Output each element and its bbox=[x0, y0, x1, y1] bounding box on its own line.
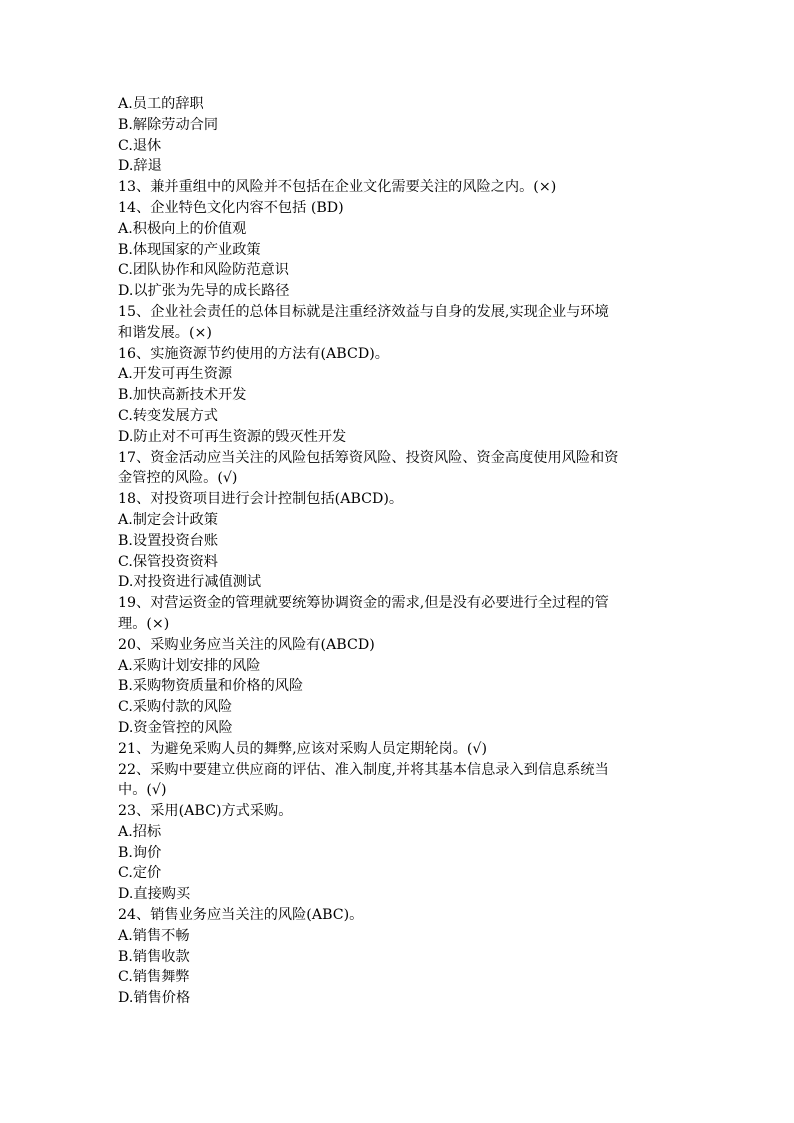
option-line: B.询价 bbox=[118, 844, 162, 861]
option-line: D.销售价格 bbox=[118, 990, 191, 1007]
option-line: B.体现国家的产业政策 bbox=[118, 241, 261, 258]
option-line: A.招标 bbox=[118, 823, 162, 840]
option-line: B.加快高新技术开发 bbox=[118, 387, 247, 404]
question-23: 23、采用(ABC)方式采购。 bbox=[118, 803, 293, 820]
option-line: A.积极向上的价值观 bbox=[118, 220, 247, 237]
question-21: 21、为避免采购人员的舞弊,应该对采购人员定期轮岗。(√) bbox=[118, 740, 487, 757]
question-18: 18、对投资项目进行会计控制包括(ABCD)。 bbox=[118, 491, 404, 508]
option-line: D.辞退 bbox=[118, 158, 162, 175]
option-line: D.以扩张为先导的成长路径 bbox=[118, 283, 290, 300]
question-15: 15、企业社会责任的总体目标就是注重经济效益与自身的发展,实现企业与环境 bbox=[118, 303, 609, 320]
question-17-continued: 金管控的风险。(√) bbox=[118, 470, 238, 487]
option-line: A.采购计划安排的风险 bbox=[118, 657, 261, 674]
option-line: A.开发可再生资源 bbox=[118, 366, 233, 383]
option-line: C.退休 bbox=[118, 137, 162, 154]
question-14: 14、企业特色文化内容不包括 (BD) bbox=[118, 199, 344, 216]
option-line: C.定价 bbox=[118, 865, 162, 882]
option-line: B.设置投资台账 bbox=[118, 532, 219, 549]
option-line: C.采购付款的风险 bbox=[118, 699, 233, 716]
option-line: C.转变发展方式 bbox=[118, 407, 218, 424]
question-16: 16、实施资源节约使用的方法有(ABCD)。 bbox=[118, 345, 389, 362]
option-line: D.资金管控的风险 bbox=[118, 719, 233, 736]
question-19-continued: 理。(×) bbox=[118, 615, 170, 632]
option-line: B.采购物资质量和价格的风险 bbox=[118, 678, 304, 695]
question-13: 13、兼并重组中的风险并不包括在企业文化需要关注的风险之内。(×) bbox=[118, 179, 557, 196]
question-22-continued: 中。(√) bbox=[118, 782, 167, 799]
option-line: B.销售收款 bbox=[118, 948, 190, 965]
option-line: D.直接购买 bbox=[118, 886, 191, 903]
option-line: C.团队协作和风险防范意识 bbox=[118, 262, 289, 279]
question-17: 17、资金活动应当关注的风险包括筹资风险、投资风险、资金高度使用风险和资 bbox=[118, 449, 619, 466]
option-line: B.解除劳动合同 bbox=[118, 116, 219, 133]
document-page bbox=[118, 94, 684, 1009]
option-line: D.对投资进行减值测试 bbox=[118, 574, 262, 591]
question-24: 24、销售业务应当关注的风险(ABC)。 bbox=[118, 907, 364, 924]
option-line: A.员工的辞职 bbox=[118, 96, 204, 112]
option-line: C.保管投资资料 bbox=[118, 553, 218, 570]
option-line: C.销售舞弊 bbox=[118, 969, 190, 986]
question-22: 22、采购中要建立供应商的评估、准入制度,并将其基本信息录入到信息系统当 bbox=[118, 761, 609, 778]
question-19: 19、对营运资金的管理就要统筹协调资金的需求,但是没有必要进行全过程的管 bbox=[118, 595, 609, 612]
option-line: A.制定会计政策 bbox=[118, 511, 218, 528]
question-20: 20、采购业务应当关注的风险有(ABCD) bbox=[118, 636, 375, 653]
option-line: D.防止对不可再生资源的毁灭性开发 bbox=[118, 428, 347, 445]
question-15-continued: 和谐发展。(×) bbox=[118, 324, 212, 341]
option-line: A.销售不畅 bbox=[118, 927, 190, 944]
